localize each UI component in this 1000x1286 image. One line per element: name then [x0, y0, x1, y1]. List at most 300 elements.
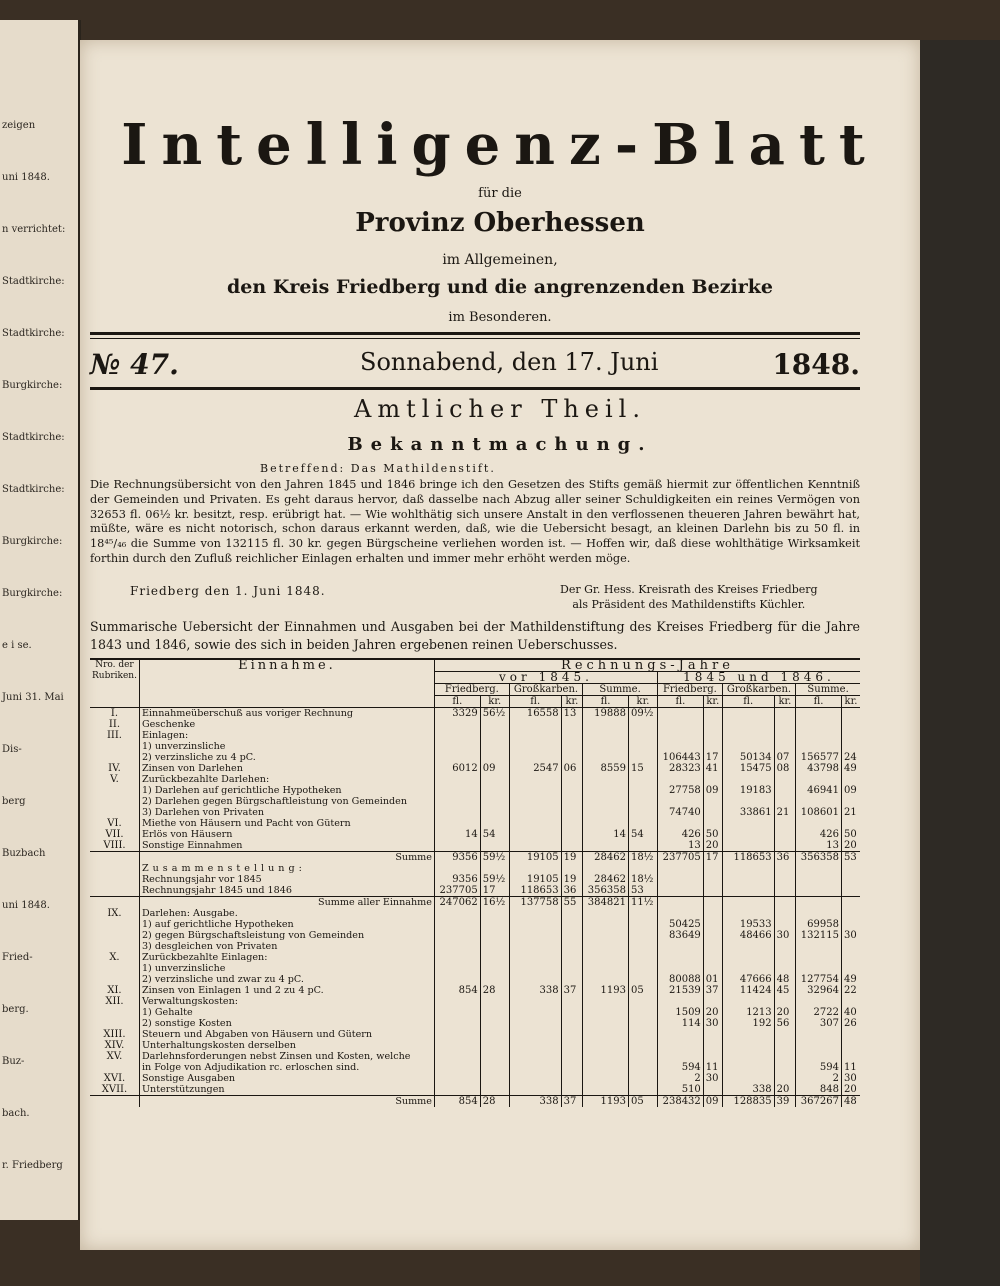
cell-fl: 50425 [658, 919, 704, 930]
cell-kr: 09 [841, 785, 860, 796]
cell-fl: 19105 [509, 852, 561, 864]
table-row [90, 1073, 860, 1084]
cell-fl [583, 974, 629, 985]
cell-fl: 127754 [796, 974, 842, 985]
cell-fl [658, 963, 704, 974]
cell-fl [658, 730, 704, 741]
row-label: 1) auf gerichtliche Hypotheken [139, 919, 434, 930]
cell-kr: 09 [480, 763, 509, 774]
cell-kr [561, 840, 583, 852]
cell-fl: 848 [796, 1084, 842, 1096]
cell-kr: 09 [703, 785, 722, 796]
cell-kr [480, 785, 509, 796]
rule-top-thin [90, 338, 860, 339]
cell-fl [722, 1040, 774, 1051]
cell-fl [434, 963, 480, 974]
cell-fl: 28462 [583, 852, 629, 864]
masthead-allgemeinen: im Allgemeinen, [442, 252, 558, 268]
facing-page-text: uni 1848. [2, 900, 50, 911]
cell-kr [774, 863, 796, 874]
cell-kr [841, 1040, 860, 1051]
cell-kr: 16½ [480, 897, 509, 909]
cell-kr [841, 818, 860, 829]
cell-kr [774, 1073, 796, 1084]
cell-kr [703, 908, 722, 919]
cell-fl [509, 730, 561, 741]
cell-kr [480, 1073, 509, 1084]
col-grosskarben-2: Großkarben. [722, 684, 795, 696]
cell-kr [628, 741, 657, 752]
cell-kr: 18½ [628, 852, 657, 864]
cell-kr: 15 [628, 763, 657, 774]
cell-kr [703, 885, 722, 897]
cell-kr [703, 730, 722, 741]
cell-kr: 30 [841, 1073, 860, 1084]
cell-fl [583, 719, 629, 730]
cell-fl [434, 1040, 480, 1051]
row-number: XII. [105, 996, 124, 1007]
cell-kr [480, 719, 509, 730]
cell-kr [774, 708, 796, 720]
cell-kr [703, 919, 722, 930]
cell-fl: 8559 [583, 763, 629, 774]
cell-fl [434, 1029, 480, 1040]
cell-kr [841, 774, 860, 785]
cell-kr [774, 885, 796, 897]
cell-kr [628, 719, 657, 730]
cell-kr [703, 897, 722, 909]
cell-kr [561, 1018, 583, 1029]
col-rechnungsjahre: Rechnungs-Jahre [434, 660, 860, 672]
cell-fl [722, 863, 774, 874]
row-number [90, 1096, 139, 1108]
cell-fl [583, 785, 629, 796]
cell-fl: 338 [722, 1084, 774, 1096]
cell-kr [561, 863, 583, 874]
cell-fl [509, 1040, 561, 1051]
row-number: VII. [105, 829, 124, 840]
col-summe-1: Summe. [583, 684, 658, 696]
cell-kr [774, 719, 796, 730]
cell-fl [796, 996, 842, 1007]
cell-kr: 50 [841, 829, 860, 840]
cell-fl [658, 796, 704, 807]
cell-kr [841, 885, 860, 897]
cell-fl [509, 774, 561, 785]
cell-fl [658, 897, 704, 909]
cell-kr [480, 818, 509, 829]
facing-page-text: berg. [2, 1004, 29, 1015]
facing-page-text: uni 1848. [2, 172, 50, 183]
cell-kr [628, 774, 657, 785]
cell-fl [434, 952, 480, 963]
cell-fl [722, 897, 774, 909]
cell-fl: 426 [796, 829, 842, 840]
cell-fl: 118653 [722, 852, 774, 864]
cell-kr [841, 708, 860, 720]
cell-kr [841, 796, 860, 807]
cell-kr [841, 874, 860, 885]
cell-fl [583, 796, 629, 807]
cell-kr [480, 996, 509, 1007]
cell-kr: 53 [841, 852, 860, 864]
announcement-paragraph: Die Rechnungsübersicht von den Jahren 1845 und 1846 bringe ich den Gesetzen des Stifts gemäß hiermit zur öffentlichen Kenntniß der Gemeinden und Privaten. Es geht daraus hervor, daß dasselbe nach Abzug aller seiner Schuldigkeiten ein reines Vermögen von 32653 fl. 06½ kr. besitzt, resp. erübrigt hat. — Wie wohlthätig sich unsere Anstalt in den verflossenen theueren Jahren bewährt hat, müßte, wäre es nicht notorisch, schon daraus erkannt werden, daß, wie die Uebersicht besagt, an kleinen Darlehn bis zu 50 fl. in 18⁴⁵/₄₆ die Summe von 132115 fl. 30 kr. gegen Bürgscheine verliehen worden ist. — Hoffen wir, daß diese wohlthätige Wirksamkeit forthin durch den Zufluß reichlicher Einlagen erhalten und immer mehr erhöht werden möge. [90, 478, 860, 565]
cell-kr [480, 941, 509, 952]
cell-kr [561, 908, 583, 919]
cell-fl [583, 1029, 629, 1040]
cell-fl [722, 719, 774, 730]
cell-fl [583, 730, 629, 741]
signature-line-2: als Präsident des Mathildenstifts Küchler. [572, 598, 806, 611]
cell-fl: 356358 [796, 852, 842, 864]
cell-fl: 74740 [658, 807, 704, 818]
cell-kr [561, 785, 583, 796]
cell-fl [796, 1029, 842, 1040]
cell-kr [703, 996, 722, 1007]
row-number: VI. [107, 818, 122, 829]
cell-fl [509, 908, 561, 919]
cell-kr: 09 [703, 1096, 722, 1108]
col-unit-fl: fl. [796, 696, 842, 708]
cell-fl [509, 796, 561, 807]
cell-kr [561, 796, 583, 807]
cell-kr [561, 941, 583, 952]
cell-kr [480, 774, 509, 785]
row-label: 1) unverzinsliche [139, 741, 434, 752]
table-row [90, 996, 860, 1007]
col-friedberg-2: Friedberg. [658, 684, 723, 696]
cell-fl [509, 919, 561, 930]
cell-fl [722, 708, 774, 720]
cell-fl [796, 1051, 842, 1062]
row-number: V. [110, 774, 119, 785]
cell-fl: 2 [658, 1073, 704, 1084]
table-row [90, 941, 860, 952]
cell-fl [509, 952, 561, 963]
cell-fl: 15475 [722, 763, 774, 774]
table-row [90, 963, 860, 974]
table-row [90, 1029, 860, 1040]
cell-fl [722, 1051, 774, 1062]
cell-kr [774, 941, 796, 952]
cell-kr: 50 [703, 829, 722, 840]
row-number [90, 974, 139, 985]
cell-kr: 20 [774, 1084, 796, 1096]
cell-kr [628, 908, 657, 919]
cell-fl [509, 963, 561, 974]
cell-fl [583, 996, 629, 1007]
cell-fl [583, 774, 629, 785]
cell-fl: 48466 [722, 930, 774, 941]
cell-kr [841, 863, 860, 874]
cell-kr: 11 [841, 1062, 860, 1073]
row-number [90, 963, 139, 974]
cell-kr: 18½ [628, 874, 657, 885]
cell-kr: 06 [561, 763, 583, 774]
cell-fl [434, 807, 480, 818]
cell-kr [561, 963, 583, 974]
cell-fl [722, 996, 774, 1007]
cell-fl [509, 930, 561, 941]
cell-kr [841, 730, 860, 741]
cell-fl [434, 941, 480, 952]
cell-fl [434, 752, 480, 763]
cell-kr [628, 1084, 657, 1096]
row-number: VIII. [103, 840, 126, 851]
cell-kr [628, 1018, 657, 1029]
cell-kr [561, 741, 583, 752]
row-number [90, 785, 139, 796]
cell-fl [722, 941, 774, 952]
row-number [90, 1018, 139, 1029]
cell-fl [434, 1018, 480, 1029]
newspaper-page [80, 40, 920, 1250]
cell-fl [583, 840, 629, 852]
cell-kr: 45 [774, 985, 796, 996]
cell-fl [796, 941, 842, 952]
cell-fl [722, 908, 774, 919]
cell-kr: 37 [703, 985, 722, 996]
row-number [90, 741, 139, 752]
cell-fl [796, 952, 842, 963]
cell-fl [434, 796, 480, 807]
cell-kr [628, 941, 657, 952]
col-unit-kr: kr. [841, 696, 860, 708]
cell-kr: 40 [841, 1007, 860, 1018]
cell-fl [658, 941, 704, 952]
cell-kr [841, 941, 860, 952]
cell-kr: 17 [703, 752, 722, 763]
cell-fl [583, 863, 629, 874]
cell-fl: 132115 [796, 930, 842, 941]
table-row [90, 719, 860, 730]
table-row [90, 863, 860, 874]
cell-fl [722, 741, 774, 752]
cell-kr [703, 963, 722, 974]
issue-number: № 47. [90, 348, 179, 381]
cell-fl [796, 908, 842, 919]
cell-kr [561, 752, 583, 763]
cell-kr [774, 952, 796, 963]
betreffend-line: Betreffend: Das Mathildenstift. [260, 462, 496, 475]
table-row [90, 919, 860, 930]
cell-kr [703, 807, 722, 818]
cell-fl [434, 863, 480, 874]
row-number [90, 1062, 139, 1073]
facing-page-text: Burgkirche: [2, 588, 63, 599]
cell-fl [722, 1073, 774, 1084]
row-number: IV. [108, 763, 121, 774]
cell-fl [722, 952, 774, 963]
cell-kr [561, 1040, 583, 1051]
cell-fl [722, 963, 774, 974]
facing-page-text: n verrichtet: [2, 224, 66, 235]
cell-fl: 14 [583, 829, 629, 840]
cell-kr [480, 908, 509, 919]
cell-fl: 16558 [509, 708, 561, 720]
cell-fl [796, 719, 842, 730]
cell-fl [796, 863, 842, 874]
cell-kr [480, 1062, 509, 1073]
cell-kr: 30 [841, 930, 860, 941]
cell-fl [509, 1007, 561, 1018]
facing-page-text: Stadtkirche: [2, 328, 65, 339]
cell-fl: 238432 [658, 1096, 704, 1108]
col-vor-1845: vor 1845. [434, 672, 657, 684]
cell-fl [796, 796, 842, 807]
cell-fl: 247062 [434, 897, 480, 909]
cell-kr [561, 1051, 583, 1062]
cell-kr: 36 [774, 852, 796, 864]
row-label: in Folge von Adjudikation rc. erloschen sind. [139, 1062, 434, 1073]
cell-kr: 30 [703, 1018, 722, 1029]
cell-kr [628, 974, 657, 985]
cell-kr [774, 1029, 796, 1040]
row-label: Zurückbezahlte Darlehen: [139, 774, 434, 785]
finance-table [90, 660, 860, 1107]
table-row [90, 774, 860, 785]
cell-fl: 3329 [434, 708, 480, 720]
col-nro: Nro. der Rubriken. [90, 660, 139, 708]
cell-fl: 2547 [509, 763, 561, 774]
cell-kr [561, 919, 583, 930]
row-number [90, 897, 139, 909]
col-unit-kr: kr. [774, 696, 796, 708]
cell-kr [774, 963, 796, 974]
cell-fl [722, 829, 774, 840]
cell-kr: 20 [703, 1007, 722, 1018]
rule-issue [90, 387, 860, 390]
table-row [90, 952, 860, 963]
cell-fl [722, 796, 774, 807]
cell-kr [774, 1051, 796, 1062]
col-unit-kr: kr. [561, 696, 583, 708]
cell-fl [434, 1051, 480, 1062]
row-label: Summe aller Einnahme [139, 897, 434, 909]
facing-page-text: Juni 31. Mai [2, 692, 64, 703]
row-number [90, 752, 139, 763]
col-unit-kr: kr. [703, 696, 722, 708]
cell-fl [658, 1051, 704, 1062]
row-label: 1) Darlehen auf gerichtliche Hypotheken [139, 785, 434, 796]
col-unit-fl: fl. [722, 696, 774, 708]
cell-kr [628, 1029, 657, 1040]
cell-fl [509, 818, 561, 829]
cell-fl: 118653 [509, 885, 561, 897]
cell-fl [583, 741, 629, 752]
cell-fl [583, 1084, 629, 1096]
facing-page-text: Buz- [2, 1056, 25, 1067]
cell-fl: 156577 [796, 752, 842, 763]
table-row [90, 829, 860, 840]
table-row [90, 897, 860, 909]
cell-fl [658, 741, 704, 752]
table-row [90, 1051, 860, 1062]
cell-fl [434, 1007, 480, 1018]
cell-fl: 367267 [796, 1096, 842, 1108]
masthead-province: Provinz Oberhessen [355, 208, 645, 238]
cell-fl [722, 774, 774, 785]
col-unit-fl: fl. [583, 696, 629, 708]
cell-kr: 56½ [480, 708, 509, 720]
cell-kr [703, 863, 722, 874]
cell-kr [561, 774, 583, 785]
cell-fl: 19105 [509, 874, 561, 885]
book-spine [920, 40, 1000, 1286]
cell-kr [703, 952, 722, 963]
table-row [90, 874, 860, 885]
cell-fl: 21539 [658, 985, 704, 996]
cell-fl: 69958 [796, 919, 842, 930]
cell-kr: 59½ [480, 874, 509, 885]
cell-fl [434, 1062, 480, 1073]
issue-year: 1848. [772, 348, 860, 381]
cell-fl: 854 [434, 985, 480, 996]
cell-fl [583, 919, 629, 930]
cell-fl [658, 708, 704, 720]
cell-kr [774, 796, 796, 807]
summary-heading: Summarische Uebersicht der Einnahmen und Ausgaben bei der Mathildenstiftung des Kreises Friedberg für die Jahre 1843 und 1846, sowie des sich in beiden Jahren ergebenen reinen Ueberschusses. [90, 619, 860, 652]
cell-kr: 54 [628, 829, 657, 840]
table-row [90, 1040, 860, 1051]
cell-fl [658, 719, 704, 730]
cell-kr [841, 963, 860, 974]
cell-kr [774, 1040, 796, 1051]
cell-fl [434, 741, 480, 752]
cell-fl: 594 [796, 1062, 842, 1073]
cell-fl: 426 [658, 829, 704, 840]
row-label: Darlehnsforderungen nebst Zinsen und Kosten, welche [139, 1051, 434, 1062]
cell-kr: 36 [561, 885, 583, 897]
cell-kr: 56 [774, 1018, 796, 1029]
cell-kr: 07 [774, 752, 796, 763]
cell-fl: 356358 [583, 885, 629, 897]
cell-kr [703, 1029, 722, 1040]
cell-fl [509, 1062, 561, 1073]
cell-kr [841, 741, 860, 752]
cell-fl: 28323 [658, 763, 704, 774]
cell-fl [583, 807, 629, 818]
cell-fl [509, 941, 561, 952]
row-number: XV. [106, 1051, 123, 1062]
masthead-besonderen: im Besonderen. [448, 310, 552, 325]
cell-fl: 27758 [658, 785, 704, 796]
row-label: Einnahmeüberschuß aus voriger Rechnung [139, 708, 434, 720]
cell-kr [628, 840, 657, 852]
cell-kr [628, 807, 657, 818]
cell-kr [628, 818, 657, 829]
cell-kr [841, 919, 860, 930]
cell-fl [434, 996, 480, 1007]
cell-fl: 108601 [796, 807, 842, 818]
cell-kr: 48 [841, 1096, 860, 1108]
cell-kr: 20 [703, 840, 722, 852]
cell-kr [628, 919, 657, 930]
table-row [90, 908, 860, 919]
table-row [90, 818, 860, 829]
cell-fl [509, 752, 561, 763]
row-label: 2) gegen Bürgschaftsleistung von Gemeinden [139, 930, 434, 941]
cell-kr [480, 1051, 509, 1062]
cell-kr [703, 1040, 722, 1051]
cell-fl [658, 996, 704, 1007]
cell-kr [480, 974, 509, 985]
cell-kr [561, 1084, 583, 1096]
cell-kr [480, 863, 509, 874]
cell-kr [774, 774, 796, 785]
row-number [90, 930, 139, 941]
table-row [90, 930, 860, 941]
